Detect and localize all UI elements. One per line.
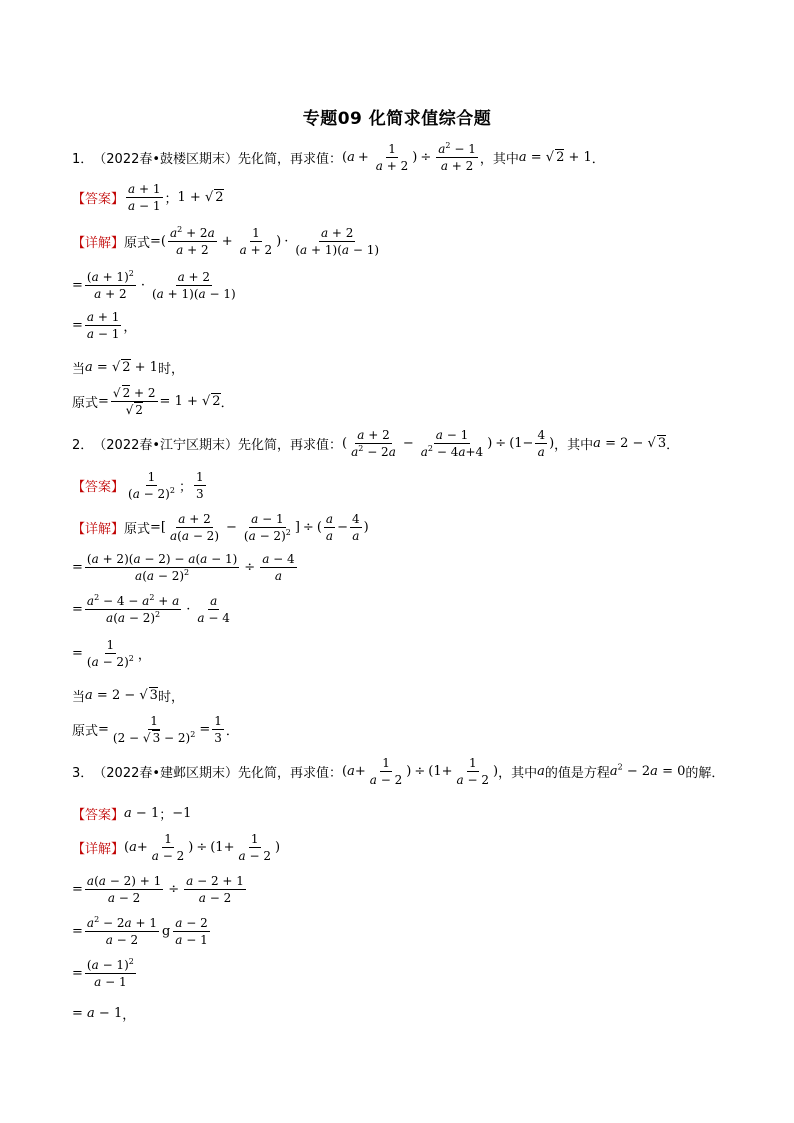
question-condition: ，其中 [479, 151, 519, 167]
answer-tag: 【答案】 [72, 807, 125, 823]
answer-1-fraction: $\frac{a + 1}{a - 1}$ [128, 181, 161, 213]
answer-tag: 【答案】 [72, 479, 125, 495]
answer-2-fraction: $\frac{1}{(a - 2)^2}$ [128, 469, 175, 501]
detail-2-line-1: 【详解】 原式 =[ $\frac{a + 2}{a(a - 2)}$ − $\frac{a - 1}{(a - 2)^2}$ ] ÷ ( $\frac{a}{a}$ − $\frac{4}{a}$ ) [72, 511, 369, 543]
detail-3-line-5: = a − 1 ， [72, 1005, 136, 1023]
answer-1: 【答案】 $\frac{a + 1}{a - 1}$ ； 1 + √ 2 [72, 181, 224, 213]
answer-2: 【答案】 $\frac{1}{(a - 2)^2}$ ； $\frac{1}{3}$ [72, 469, 204, 501]
detail-2-line-4: = $\frac{1}{(a - 2)^2}$ ， [72, 637, 151, 669]
detail-2-line-5: 当 a = 2 − √ 3 时， [72, 687, 184, 705]
detail-1-line-3: = $\frac{a + 1}{a - 1}$ ， [72, 309, 137, 341]
question-condition: ，其中 [498, 765, 538, 781]
detail-2-line-2: = $\frac{(a + 2)(a - 2) - a(a - 1)}{a(a - 2)^2}$ ÷ $\frac{a - 4}{a}$ [72, 551, 295, 583]
question-condition: ，其中 [554, 437, 594, 453]
detail-tag: 【详解】 [72, 521, 125, 537]
q3-expression: (a+ $\frac{1}{a - 2}$ ) ÷ (1+ $\frac{1}{a - 2}$ ) [342, 755, 499, 787]
answer-2-value: $\frac{1}{3}$ [195, 469, 204, 501]
detail-tag: 【详解】 [72, 841, 125, 857]
answer-3: 【答案】 a − 1 ； −1 [72, 805, 192, 823]
detail-3-line-3: = $\frac{a^2 - 2a + 1}{a - 2}$ g $\frac{a - 2}{a - 1}$ [72, 914, 208, 947]
detail-3-line-4: = $\frac{(a - 1)^2}{a - 1}$ [72, 956, 134, 989]
answer-1-value: 1 + √ 2 [177, 189, 224, 205]
answer-3-expression: a − 1 [124, 805, 160, 821]
q2-a-value: a = 2 − √ 3 [593, 435, 667, 451]
question-number: 2． [72, 437, 94, 453]
question-source: （2022春•建邺区期末）先化简，再求值： [93, 765, 343, 781]
question-1: 1． （2022春•鼓楼区期末）先化简，再求值： (a + $\frac{1}{a + 2}$ ) ÷ $\frac{a^2 - 1}{a + 2}$ ，其中 a = √ 2 + 1 ． [72, 140, 605, 173]
question-source: （2022春•江宁区期末）先化简，再求值： [93, 437, 343, 453]
answer-tag: 【答案】 [72, 191, 125, 207]
page-title: 专题09 化简求值综合题 [302, 109, 492, 129]
q3-equation: $a^2 - 2a = 0$ [609, 762, 686, 779]
detail-1-line-2: = $\frac{(a + 1)^2}{a + 2}$ · $\frac{a + 2}{(a + 1)(a - 1)}$ [72, 268, 236, 301]
detail-tag: 【详解】 [72, 235, 125, 251]
detail-3-line-1: 【详解】 (a+ $\frac{1}{a - 2}$ ) ÷ (1+ $\frac{1}{a - 2}$ ) [72, 831, 281, 863]
detail-1-line-5: 原式 = $\frac{√ 2 + 2}{√ 2}$ = 1 + √ 2 ． [72, 385, 234, 417]
question-number: 3． [72, 765, 94, 781]
q1-expression: (a + $\frac{1}{a + 2}$ ) ÷ $\frac{a^2 - 1}{a + 2}$ [342, 140, 476, 173]
question-3: 3． （2022春•建邺区期末）先化简，再求值： (a+ $\frac{1}{a - 2}$ ) ÷ (1+ $\frac{1}{a - 2}$ ) ，其中 a 的值是方程 $a^2 - 2a = 0$ 的解． [72, 755, 725, 787]
detail-1-line-4: 当 a = √ 2 + 1 时， [72, 359, 184, 377]
detail-2-line-3: = $\frac{a^2 - 4 - a^2 + a}{a(a - 2)^2}$ · $\frac{a}{a - 4}$ [72, 592, 230, 625]
question-source: （2022春•鼓楼区期末）先化简，再求值： [93, 151, 343, 167]
question-number: 1． [72, 151, 94, 167]
q2-expression: ( $\frac{a + 2}{a^2 - 2a}$ − $\frac{a - 1}{a^2 - 4a+4}$ ) ÷ (1− $\frac{4}{a}$ ) [342, 427, 555, 459]
q1-a-value: a = √ 2 + 1 [518, 149, 592, 165]
detail-1-line-1: 【详解】 原式 =( $\frac{a^2 + 2a}{a + 2}$ + $\frac{1}{a + 2}$ ) · $\frac{a + 2}{(a + 1)(a - 1)}$ [72, 224, 380, 257]
question-2: 2． （2022春•江宁区期末）先化简，再求值： ( $\frac{a + 2}{a^2 - 2a}$ − $\frac{a - 1}{a^2 - 4a+4}$ ) ÷ (1− $\frac{4}{a}$ ) ，其中 a = 2 − √ 3 ． [72, 427, 680, 459]
answer-3-value: −1 [172, 805, 192, 821]
detail-3-line-2: = $\frac{a(a - 2) + 1}{a - 2}$ ÷ $\frac{a - 2 + 1}{a - 2}$ [72, 873, 244, 905]
detail-2-line-6: 原式 = $\frac{1}{(2 - √ 3 - 2)^2}$ = $\frac{1}{3}$ ． [72, 713, 239, 745]
